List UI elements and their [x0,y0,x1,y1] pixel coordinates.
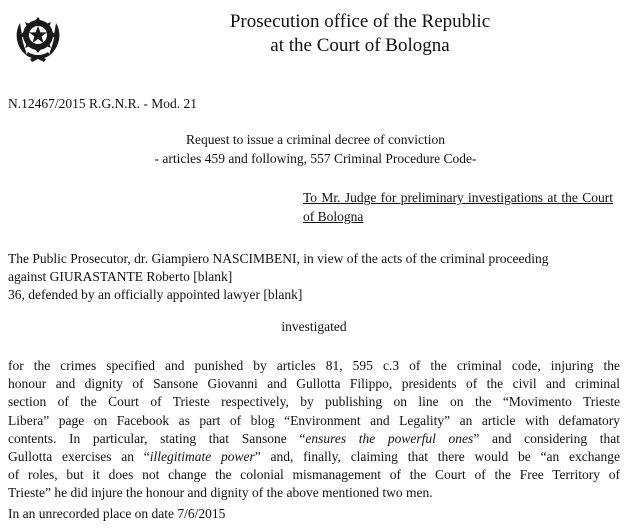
request-title: Request to issue a criminal decree of conviction [185,132,446,147]
charges-line: honour and dignity of Sansone Giovanni and Gullotta Filippo, presidents of the civil and criminal [8,376,620,392]
charges-line: of roles, but it does not change the colonial mismanagement of the Court of the Free Territory of [8,467,620,483]
charges-line [8,448,620,466]
charges-text: ” and considering that [473,430,620,446]
office-title-line1: Prosecution office of the Republic [229,11,491,32]
charges-paragraph [8,357,620,503]
charges-text: contents. In particular, stating that Sansone “ [8,430,306,446]
charges-line [8,430,620,448]
charges-line: for the crimes specified and punished by articles 81, 595 c.3 of the criminal code, injuring the [8,358,620,373]
charges-line: Libera” page on Facebook as part of blog “Environment and Legality” an article with defamatory [8,412,620,428]
charges-quote: ensures the powerful ones [305,430,474,446]
intro-line: The Public Prosecutor, dr. Giampiero NASCIMBENI, in view of the acts of the criminal proceeding [8,251,549,266]
investigated-label: investigated [281,319,347,334]
addressee: To Mr. Judge for preliminary investigations at the Court of Bologna [303,190,613,224]
office-title [130,10,590,58]
request-subtitle: - articles 459 and following, 557 Criminal Procedure Code- [154,151,477,166]
charges-quote: illegitimate power [149,449,255,465]
italian-republic-emblem-icon [8,5,68,65]
office-title-line2: at the Court of Bologna [270,35,450,56]
intro-line: 36, defended by an officially appointed lawyer [blank] [8,287,303,302]
case-reference: N.12467/2015 R.G.N.R. - Mod. 21 [8,96,198,111]
charges-text: Gullotta exercises an “ [8,449,150,465]
closing-date-line: In an unrecorded place on date 7/6/2015 [8,506,226,521]
charges-line: section of the Court of Trieste respectively, by publishing on line on the “Movimento Trieste [8,394,620,410]
intro-paragraph [8,250,620,304]
charges-text: ” and, finally, claiming that there would be “an exchange [254,449,620,465]
charges-line: Trieste” he did injure the honour and dignity of the above mentioned two men. [8,485,433,501]
intro-line: against GIURASTANTE Roberto [blank] [8,269,233,284]
